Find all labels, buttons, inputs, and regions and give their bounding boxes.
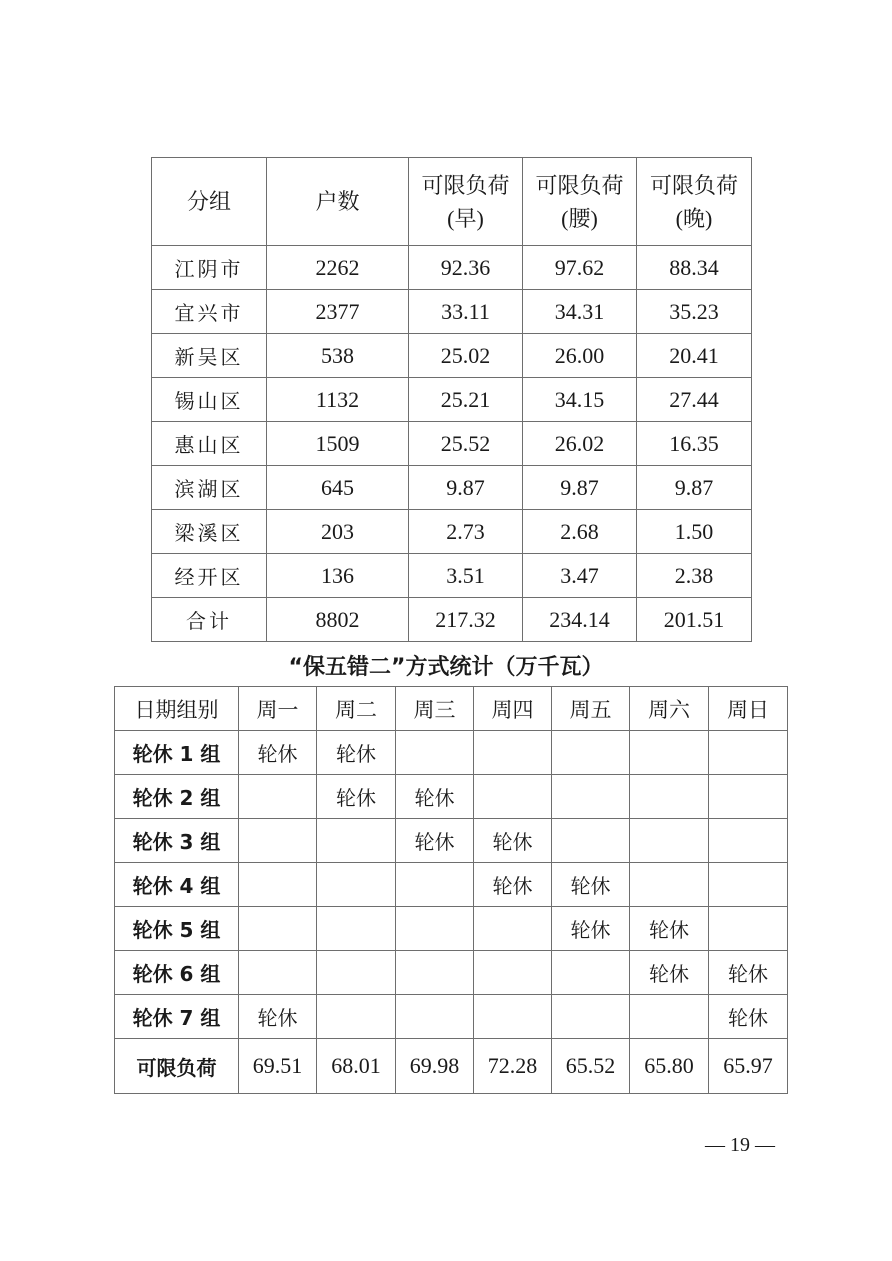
table-row: [115, 907, 788, 951]
header-cell: 日期组别: [115, 687, 239, 731]
load-evening-cell: 27.44: [637, 378, 752, 422]
count-cell: 136: [267, 554, 409, 598]
count-cell: 1509: [267, 422, 409, 466]
load-value-cell: 69.51: [239, 1039, 317, 1094]
table-row: [152, 290, 752, 334]
load-noon-cell: 34.31: [523, 290, 637, 334]
day-cell: [709, 863, 788, 907]
header-cell: 周日: [709, 687, 788, 731]
group-cell: 可限负荷: [115, 1039, 239, 1094]
load-morning-cell: 3.51: [409, 554, 523, 598]
day-cell: [396, 731, 474, 775]
day-cell: [239, 819, 317, 863]
day-cell: [709, 819, 788, 863]
day-cell: [239, 907, 317, 951]
day-cell: [474, 907, 552, 951]
table-row: [152, 246, 752, 290]
load-morning-cell: 25.52: [409, 422, 523, 466]
day-cell: [474, 951, 552, 995]
load-evening-cell: 35.23: [637, 290, 752, 334]
day-cell: 轮休: [239, 995, 317, 1039]
table-header-row: [115, 687, 788, 731]
day-cell: [317, 907, 396, 951]
load-morning-cell: 9.87: [409, 466, 523, 510]
group-cell: 轮休 1 组: [115, 731, 239, 775]
day-cell: [709, 731, 788, 775]
table-row: [115, 731, 788, 775]
table-row: [152, 466, 752, 510]
day-cell: [630, 775, 709, 819]
load-evening-cell: 2.38: [637, 554, 752, 598]
header-cell: 周五: [552, 687, 630, 731]
total-row: [152, 598, 752, 642]
load-value-cell: 72.28: [474, 1039, 552, 1094]
load-morning-cell: 92.36: [409, 246, 523, 290]
load-noon-cell: 97.62: [523, 246, 637, 290]
load-value-cell: 65.97: [709, 1039, 788, 1094]
day-cell: [239, 863, 317, 907]
day-cell: [474, 775, 552, 819]
header-cell: 户数: [267, 158, 409, 246]
table-row: [152, 554, 752, 598]
day-cell: [630, 863, 709, 907]
load-evening-cell: 1.50: [637, 510, 752, 554]
load-noon-cell: 234.14: [523, 598, 637, 642]
table-row: [115, 863, 788, 907]
table-row: [115, 951, 788, 995]
load-value-cell: 68.01: [317, 1039, 396, 1094]
day-cell: [630, 995, 709, 1039]
count-cell: 8802: [267, 598, 409, 642]
day-cell: [239, 775, 317, 819]
load-evening-cell: 20.41: [637, 334, 752, 378]
load-evening-cell: 9.87: [637, 466, 752, 510]
day-cell: [396, 863, 474, 907]
day-cell: 轮休: [630, 907, 709, 951]
day-cell: [552, 775, 630, 819]
load-value-cell: 65.52: [552, 1039, 630, 1094]
day-cell: 轮休: [396, 819, 474, 863]
load-noon-cell: 26.02: [523, 422, 637, 466]
day-cell: [709, 775, 788, 819]
load-evening-cell: 201.51: [637, 598, 752, 642]
day-cell: [552, 995, 630, 1039]
load-evening-cell: 16.35: [637, 422, 752, 466]
district-cell: 合计: [152, 598, 267, 642]
table-row: [115, 819, 788, 863]
day-cell: 轮休: [239, 731, 317, 775]
header-cell: 周一: [239, 687, 317, 731]
group-cell: 轮休 3 组: [115, 819, 239, 863]
group-cell: 轮休 5 组: [115, 907, 239, 951]
day-cell: [317, 995, 396, 1039]
page-number: — 19 —: [705, 1134, 775, 1156]
table-row: [152, 334, 752, 378]
group-cell: 轮休 7 组: [115, 995, 239, 1039]
header-cell: 分组: [152, 158, 267, 246]
group-cell: 轮休 2 组: [115, 775, 239, 819]
count-cell: 1132: [267, 378, 409, 422]
load-noon-cell: 26.00: [523, 334, 637, 378]
group-cell: 轮休 4 组: [115, 863, 239, 907]
load-morning-cell: 25.21: [409, 378, 523, 422]
district-cell: 锡山区: [152, 378, 267, 422]
limit-load-row: [115, 1039, 788, 1094]
day-cell: [630, 731, 709, 775]
load-morning-cell: 217.32: [409, 598, 523, 642]
header-cell: 可限负荷 (腰): [523, 158, 637, 246]
load-evening-cell: 88.34: [637, 246, 752, 290]
day-cell: 轮休: [630, 951, 709, 995]
day-cell: [317, 819, 396, 863]
district-cell: 宜兴市: [152, 290, 267, 334]
day-cell: 轮休: [709, 995, 788, 1039]
district-cell: 江阴市: [152, 246, 267, 290]
header-cell: 周三: [396, 687, 474, 731]
table-row: [152, 510, 752, 554]
table-row: [152, 422, 752, 466]
header-cell: 周四: [474, 687, 552, 731]
day-cell: [630, 819, 709, 863]
day-cell: [396, 995, 474, 1039]
table-header-row: [152, 158, 752, 246]
load-noon-cell: 2.68: [523, 510, 637, 554]
load-morning-cell: 25.02: [409, 334, 523, 378]
district-cell: 经开区: [152, 554, 267, 598]
count-cell: 2262: [267, 246, 409, 290]
table-row: [152, 378, 752, 422]
header-cell: 可限负荷 (晚): [637, 158, 752, 246]
day-cell: 轮休: [709, 951, 788, 995]
load-noon-cell: 34.15: [523, 378, 637, 422]
rotation-schedule-table: [114, 686, 788, 1094]
day-cell: [239, 951, 317, 995]
day-cell: 轮休: [474, 819, 552, 863]
header-cell: 周六: [630, 687, 709, 731]
day-cell: [552, 951, 630, 995]
load-morning-cell: 2.73: [409, 510, 523, 554]
district-load-table: [151, 157, 752, 642]
load-value-cell: 69.98: [396, 1039, 474, 1094]
header-cell: 周二: [317, 687, 396, 731]
load-noon-cell: 9.87: [523, 466, 637, 510]
day-cell: 轮休: [474, 863, 552, 907]
day-cell: 轮休: [552, 863, 630, 907]
table-row: [115, 995, 788, 1039]
day-cell: [709, 907, 788, 951]
day-cell: [552, 819, 630, 863]
district-cell: 惠山区: [152, 422, 267, 466]
header-cell: 可限负荷 (早): [409, 158, 523, 246]
district-cell: 梁溪区: [152, 510, 267, 554]
day-cell: 轮休: [317, 775, 396, 819]
day-cell: 轮休: [317, 731, 396, 775]
day-cell: [317, 951, 396, 995]
day-cell: [552, 731, 630, 775]
load-noon-cell: 3.47: [523, 554, 637, 598]
load-morning-cell: 33.11: [409, 290, 523, 334]
load-value-cell: 65.80: [630, 1039, 709, 1094]
day-cell: [396, 907, 474, 951]
count-cell: 645: [267, 466, 409, 510]
day-cell: 轮休: [396, 775, 474, 819]
district-cell: 新吴区: [152, 334, 267, 378]
day-cell: [474, 731, 552, 775]
table-row: [115, 775, 788, 819]
day-cell: [474, 995, 552, 1039]
district-cell: 滨湖区: [152, 466, 267, 510]
day-cell: [396, 951, 474, 995]
table2-caption: “保五错二”方式统计（万千瓦）: [288, 655, 604, 680]
count-cell: 538: [267, 334, 409, 378]
day-cell: [317, 863, 396, 907]
count-cell: 2377: [267, 290, 409, 334]
count-cell: 203: [267, 510, 409, 554]
group-cell: 轮休 6 组: [115, 951, 239, 995]
day-cell: 轮休: [552, 907, 630, 951]
